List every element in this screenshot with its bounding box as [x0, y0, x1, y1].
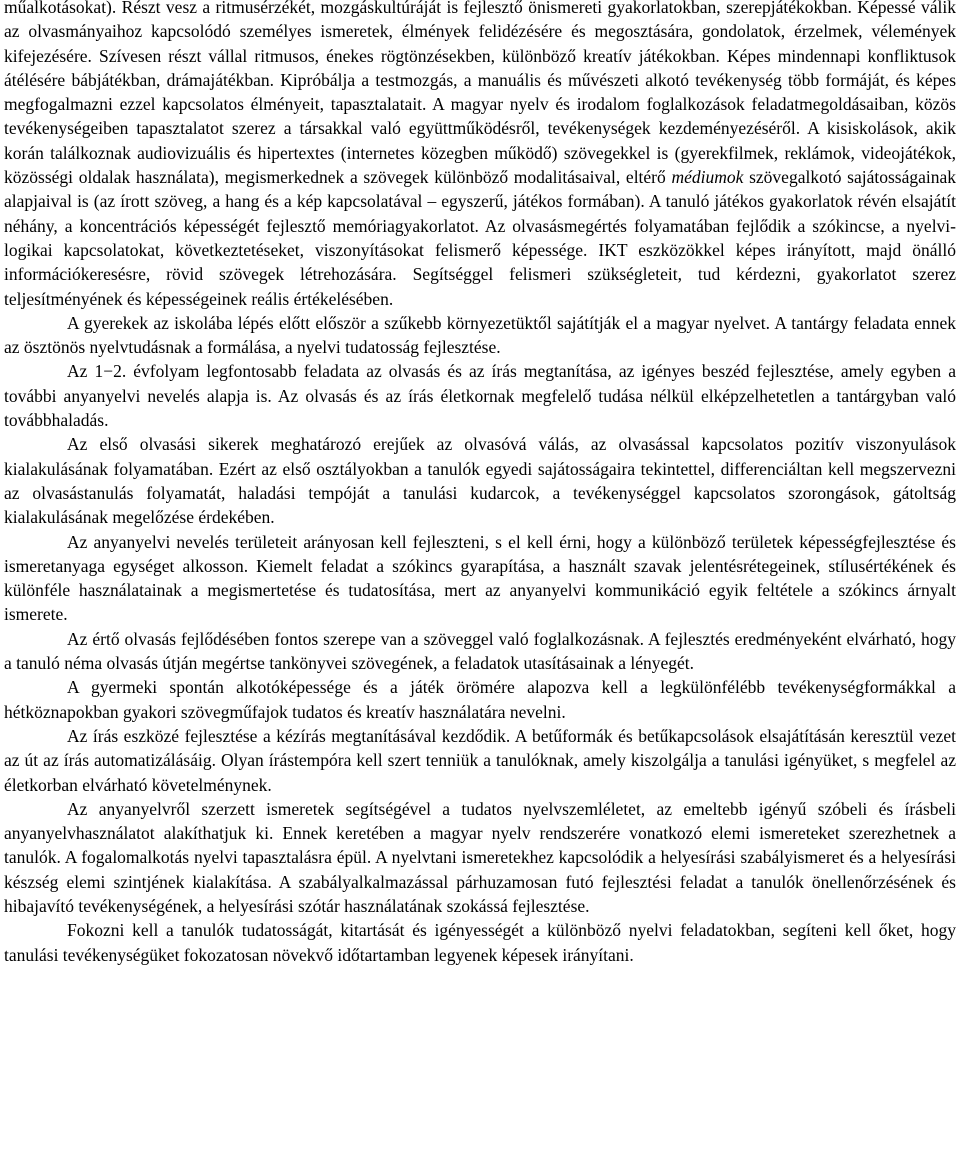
italic-term: médiumok	[671, 167, 744, 188]
paragraph-9: Az anyanyelvről szerzett ismeretek segítségével a tudatos nyelvszemléletet, az emeltebb igényű szóbeli és írásbeli anyanyelvhasználatot alakíthatjuk ki. Ennek keretében a magyar nyelv rendszerére vonatkozó elemi ismereteket szerezhetnek a tanulók. A fogalomalkotás nyelvi tapasztalásra épül. A nyelvtani ismeretekhez kapcsolódik a helyesírási szabályismeret és a helyesírási készség elemi szintjének kialakítása. A szabályalkalmazással párhuzamosan futó fejlesztési feladat a tanulók önellenőrzésének és hibajavító tevékenységének, a helyesírási szótár használatának szokássá fejlesztése.	[4, 798, 956, 916]
paragraph-1-run-3: szövegalkotó sajátosságainak alapjaival is (az írott szöveg, a hang és a kép kapcsolatával – egyszerű, játékos formában). A tanuló játékos gyakorlatok révén elsajátít néhány, a koncentrációs képességét fejlesztő memóriagyakorlatot. Az olvasásmegértés folyamatában fejlődik a szókincse, a nyelvi-logikai kapcsolatokat, következtetéseket, viszonyításokat felismerő képessége. IKT eszközökkel képes irányított, majd önálló információkeresésre, rövid szövegek létrehozására. Segítséggel felismeri szükségleteit, tud kérdezni, gyakorlatot szerez teljesítményének és képességeinek reális értékelésében.	[4, 167, 956, 309]
paragraph-2: A gyerekek az iskolába lépés előtt először a szűkebb környezetüktől sajátítják el a magyar nyelvet. A tantárgy feladata ennek az ösztönös nyelvtudásnak a formálása, a nyelvi tudatosság fejlesztése.	[4, 312, 956, 358]
paragraph-6: Az értő olvasás fejlődésében fontos szerepe van a szöveggel való foglalkozásnak. A fejlesztés eredményeként elvárható, hogy a tanuló néma olvasás útján megértse tankönyvei szövegének, a feladatok utasításainak a lényegét.	[4, 628, 956, 674]
paragraph-1-run-1: műalkotásokat). Részt vesz a ritmusérzékét, mozgáskultúráját is fejlesztő önismereti gyakorlatokban, szerepjátékokban. Képessé válik az olvasmányaihoz kapcsolódó személyes ismeretek, élmények felidézésére és megosztására, gondolatok, érzelmek, vélemények kifejezésére. Szívesen részt vállal ritmusos, énekes rögtönzésekben, különböző kreatív játékokban. Képes mindennapi konfliktusok átélésére bábjátékban, drámajátékban. Kipróbálja a testmozgás, a manuális és művészeti alkotó tevékenység több formáját, és képes megfogalmazni ezzel kapcsolatos élményeit, tapasztalatait. A magyar nyelv és irodalom foglalkozások feladatmegoldásaiban, közös tevékenységeiben tapasztalatot szerez a társakkal való együttműködésről, tevékenységek kezdeményezéséről. A kisiskolások, akik korán találkoznak audiovizuális és hipertextes (internetes közegben működő) szövegekkel is (gyerekfilmek, reklámok, videojátékok, közösségi oldalak használata), megismerkednek a szövegek különböző modalitásaival, eltérő	[4, 0, 956, 188]
paragraph-8: Az írás eszközé fejlesztése a kézírás megtanításával kezdődik. A betűformák és betűkapcsolások elsajátításán keresztül vezet az út az írás automatizálásáig. Olyan írástempóra kell szert tenniük a tanulóknak, amely kiszolgálja a tanulási igényüket, s megfelel az életkorban elvárható követelménynek.	[4, 725, 956, 795]
paragraph-10: Fokozni kell a tanulók tudatosságát, kitartását és igényességét a különböző nyelvi feladatokban, segíteni kell őket, hogy tanulási tevékenységüket fokozatosan növekvő időtartamban legyenek képesek irányítani.	[4, 920, 956, 965]
paragraph-1	[4, 0, 956, 311]
paragraph-3: Az 1−2. évfolyam legfontosabb feladata az olvasás és az írás megtanítása, az igényes beszéd fejlesztése, amely egyben a további anyanyelvi nevelés alapja is. Az olvasás és az írás életkornak megfelelő tudása nélkül elképzelhetetlen a tantárgyban való továbbhaladás.	[4, 361, 956, 431]
paragraph-5: Az anyanyelvi nevelés területeit arányosan kell fejleszteni, s el kell érni, hogy a különböző területek képességfejlesztése és ismeretanyaga egységet alkosson. Kiemelt feladat a szókincs gyarapítása, a használt szavak jelentésrétegeinek, stílusértékének és különféle használatainak a megismertetése és tudatosítása, mert az anyanyelvi kommunikáció egyik feltétele a szókincs árnyalt ismerete.	[4, 531, 956, 625]
paragraph-4: Az első olvasási sikerek meghatározó erejűek az olvasóvá válás, az olvasással kapcsolatos pozitív viszonyulások kialakulásának folyamatában. Ezért az első osztályokban a tanulók egyedi sajátosságaira tekintettel, differenciáltan kell megszervezni az olvasástanulás folyamatát, haladási tempóját a tanulási kudarcok, a tevékenységgel kapcsolatos szorongások, gátoltság kialakulásának megelőzése érdekében.	[4, 434, 956, 528]
paragraph-7: A gyermeki spontán alkotóképessége és a játék örömére alapozva kell a legkülönfélébb tevékenységformákkal a hétköznapokban gyakori szövegműfajok tudatos és kreatív használatára nevelni.	[4, 677, 956, 722]
document-page	[4, 0, 956, 967]
